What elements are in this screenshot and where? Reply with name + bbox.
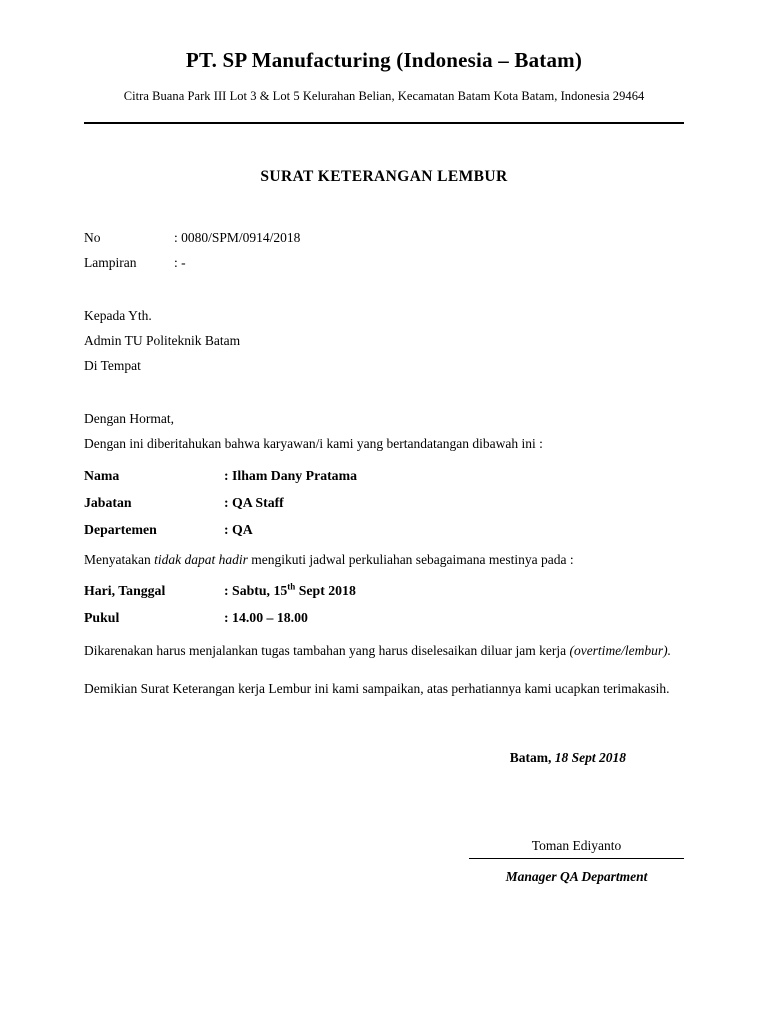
- field-label-departemen: Departemen: [84, 521, 157, 537]
- signature-divider: [469, 858, 684, 859]
- statement-suffix: mengikuti jadwal perkuliahan sebagaimana mestinya pada :: [251, 552, 574, 568]
- meta-value-lampiran: : -: [174, 254, 186, 270]
- meta-label-lampiran: Lampiran: [84, 254, 137, 270]
- recipient-line-2: Admin TU Politeknik Batam: [84, 332, 241, 348]
- schedule-day-month: Sept 2018: [295, 582, 356, 598]
- document-title: SURAT KETERANGAN LEMBUR: [260, 168, 508, 185]
- schedule-row-time: [84, 605, 684, 632]
- signature-place: Batam,: [509, 750, 552, 766]
- meta-value-no: : 0080/SPM/0914/2018: [174, 230, 301, 245]
- schedule-day-text: : Sabtu, 15: [224, 582, 288, 598]
- schedule-day-ordinal: th: [287, 581, 296, 592]
- schedule-label-day: Hari, Tanggal: [84, 582, 166, 598]
- recipient-block: [84, 304, 684, 379]
- signer-title: Manager QA Department: [505, 869, 648, 885]
- header-divider: [84, 122, 684, 124]
- employee-field-row: [84, 490, 684, 517]
- employee-field-row: [84, 517, 684, 544]
- signer-name: Toman Ediyanto: [531, 838, 622, 854]
- reason-text: Dikarenakan harus menjalankan tugas tambahan yang harus diselesaikan diluar jam kerja: [84, 642, 567, 658]
- meta-label-no: No: [84, 230, 101, 245]
- statement-emphasis: tidak dapat hadir: [154, 552, 248, 568]
- signature-block: [469, 838, 684, 885]
- letter-body: [84, 407, 684, 702]
- statement-prefix: Menyatakan: [84, 552, 151, 568]
- reason-paragraph: [84, 638, 684, 664]
- statement-line: [84, 547, 684, 573]
- company-name: PT. SP Manufacturing (Indonesia – Batam): [185, 48, 583, 72]
- reason-emphasis: (overtime/lembur).: [569, 642, 672, 658]
- employee-field-row: [84, 463, 684, 490]
- recipient-line-1: Kepada Yth.: [84, 307, 152, 323]
- schedule-label-time: Pukul: [84, 609, 120, 625]
- signature-area: [84, 750, 684, 766]
- meta-row: [84, 251, 684, 276]
- intro-line: Dengan ini diberitahukan bahwa karyawan/i kami yang bertandatangan dibawah ini :: [84, 435, 543, 451]
- meta-row: [84, 226, 684, 251]
- field-value-jabatan: : QA Staff: [224, 494, 284, 510]
- recipient-line-3: Di Tempat: [84, 357, 141, 373]
- schedule-row-day: [84, 578, 684, 605]
- field-label-jabatan: Jabatan: [84, 494, 132, 510]
- field-value-departemen: : QA: [224, 521, 253, 537]
- field-value-nama: : Ilham Dany Pratama: [224, 467, 357, 483]
- company-address: Citra Buana Park III Lot 3 & Lot 5 Kelurahan Belian, Kecamatan Batam Kota Batam, Indonesia 29464: [123, 89, 645, 103]
- closing-paragraph: Demikian Surat Keterangan kerja Lembur ini kami sampaikan, atas perhatiannya kami ucapkan terimakasih.: [84, 680, 670, 696]
- letter-meta: [84, 226, 684, 276]
- greeting-line: Dengan Hormat,: [84, 410, 174, 426]
- field-label-nama: Nama: [84, 467, 120, 483]
- place-date: [84, 750, 626, 766]
- schedule-value-time: : 14.00 – 18.00: [224, 609, 308, 625]
- schedule-value-day: [224, 578, 684, 605]
- signature-date: 18 Sept 2018: [554, 750, 626, 766]
